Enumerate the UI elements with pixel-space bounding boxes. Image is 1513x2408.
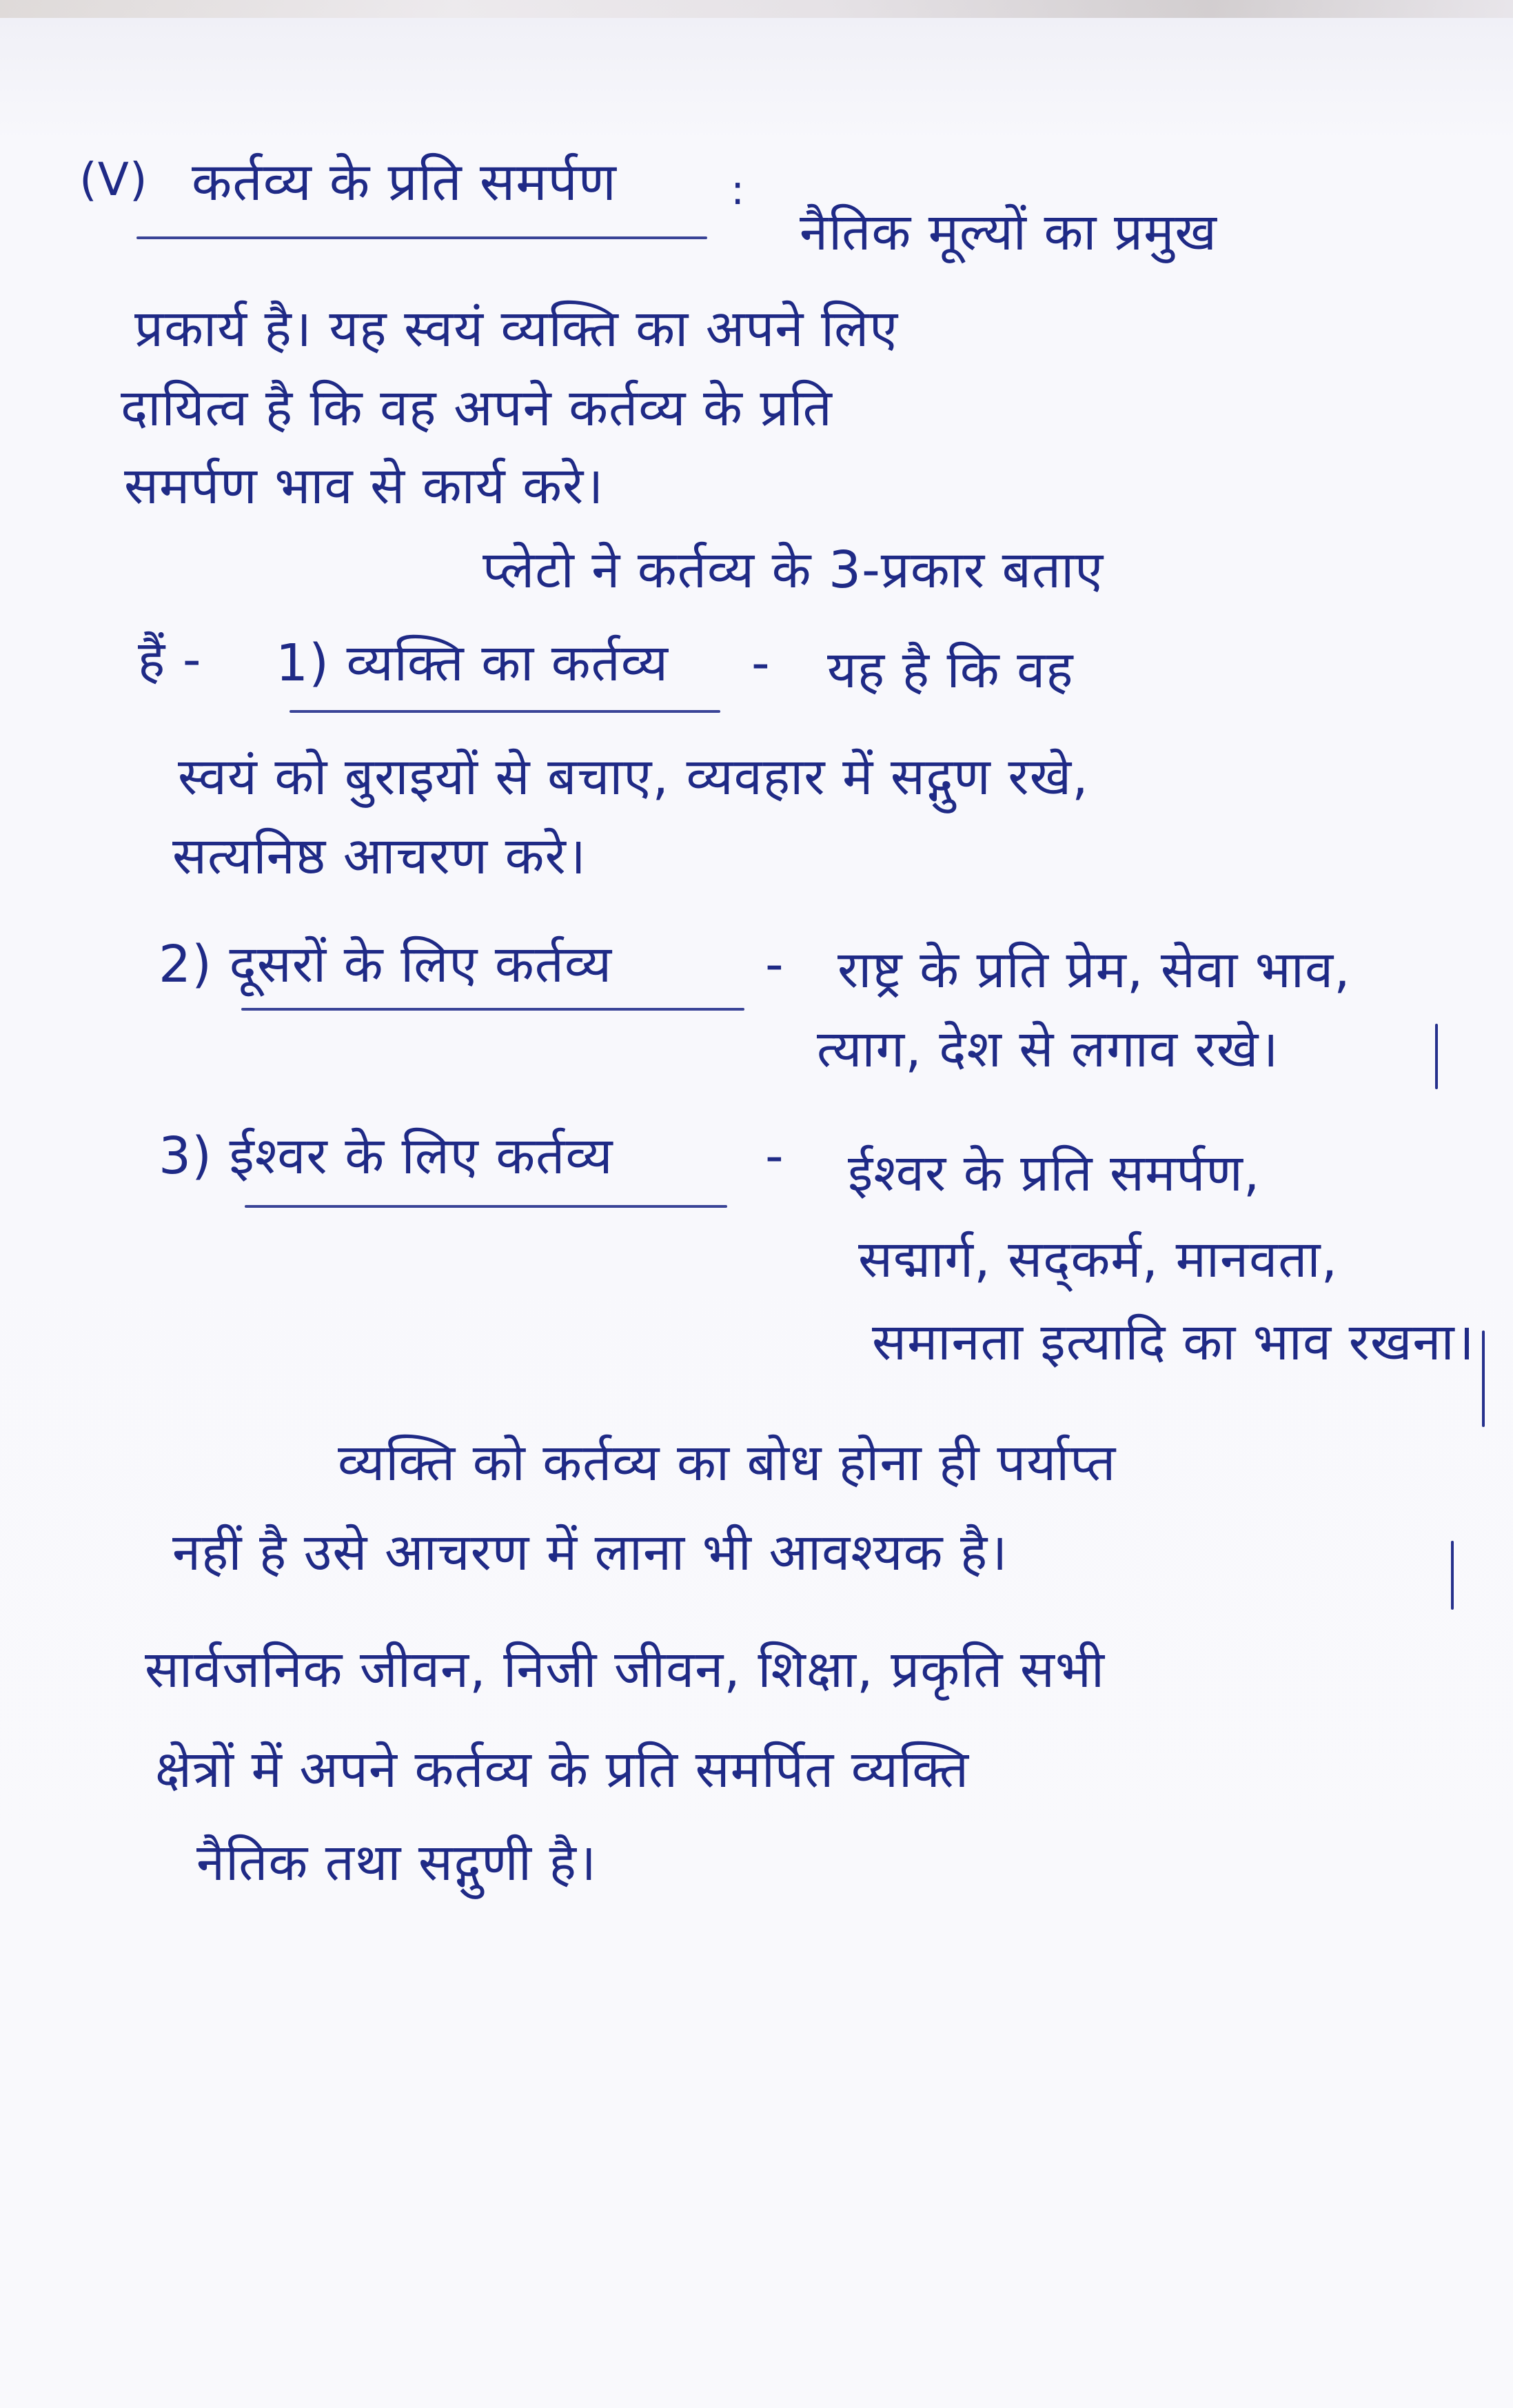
heading-marker: (V) bbox=[79, 153, 148, 206]
conclusion-line-3: सार्वजनिक जीवन, निजी जीवन, शिक्षा, प्रकृति सभी bbox=[145, 1640, 1106, 1699]
item-2-desc-line-2: त्याग, देश से लगाव रखे। bbox=[817, 1020, 1279, 1079]
item-1-desc-line-2: स्वयं को बुराइयों से बचाए, व्यवहार में सद्गुण रखे, bbox=[178, 747, 1089, 807]
item-1-dash: - bbox=[751, 634, 771, 693]
item-2-label: 2) दूसरों के लिए कर्तव्य bbox=[159, 935, 613, 994]
item-2-dash: - bbox=[765, 935, 784, 994]
item-3-desc-line-1: ईश्वर के प्रति समर्पण, bbox=[848, 1144, 1261, 1203]
item-1-desc-line-3: सत्यनिष्ठ आचरण करे। bbox=[172, 827, 587, 886]
heading-underline bbox=[136, 236, 707, 239]
item-3-label: 3) ईश्वर के लिए कर्तव्य bbox=[159, 1126, 613, 1186]
item-2-underline bbox=[241, 1008, 744, 1011]
intro-line-3: दायित्व है कि वह अपने कर्तव्य के प्रति bbox=[121, 378, 833, 438]
item-2-desc-line-1: राष्ट्र के प्रति प्रेम, सेवा भाव, bbox=[837, 940, 1351, 1000]
intro-line-4: समर्पण भाव से कार्य करे। bbox=[124, 456, 605, 516]
heading-title: कर्तव्य के प्रति समर्पण bbox=[192, 151, 617, 212]
plato-line-2-prefix: हैं - bbox=[138, 630, 202, 689]
conclusion-line-2: नहीं है उसे आचरण में लाना भी आवश्यक है। bbox=[172, 1523, 1008, 1582]
item-1-label: 1) व्यक्ति का कर्तव्य bbox=[276, 634, 669, 693]
item-1-desc-line-1: यह है कि वह bbox=[827, 640, 1074, 700]
item-3-end-stroke bbox=[1482, 1331, 1485, 1427]
intro-line-1: नैतिक मूल्यों का प्रमुख bbox=[800, 203, 1217, 262]
intro-line-2: प्रकार्य है। यह स्वयं व्यक्ति का अपने लिए bbox=[134, 299, 899, 358]
item-3-desc-line-3: समानता इत्यादि का भाव रखना। bbox=[872, 1313, 1475, 1372]
item-2-end-stroke bbox=[1435, 1024, 1438, 1089]
conclusion-line-4: क्षेत्रों में अपने कर्तव्य के प्रति समर्पित व्यक्ति bbox=[155, 1740, 970, 1799]
page-top-edge bbox=[0, 0, 1513, 18]
conclusion-line-5: नैतिक तथा सद्गुणी है। bbox=[196, 1833, 597, 1892]
item-1-underline bbox=[290, 710, 720, 713]
item-3-underline bbox=[245, 1205, 727, 1208]
item-3-desc-line-2: सद्मार्ग, सद्कर्म, मानवता, bbox=[858, 1230, 1339, 1289]
heading-colon: : bbox=[731, 166, 746, 214]
conclusion-end-stroke bbox=[1451, 1541, 1454, 1610]
item-3-dash: - bbox=[765, 1126, 784, 1186]
plato-line-1: प्लेटो ने कर्तव्य के 3-प्रकार बताए bbox=[483, 540, 1104, 600]
conclusion-line-1: व्यक्ति को कर्तव्य का बोध होना ही पर्याप्त bbox=[338, 1433, 1117, 1493]
